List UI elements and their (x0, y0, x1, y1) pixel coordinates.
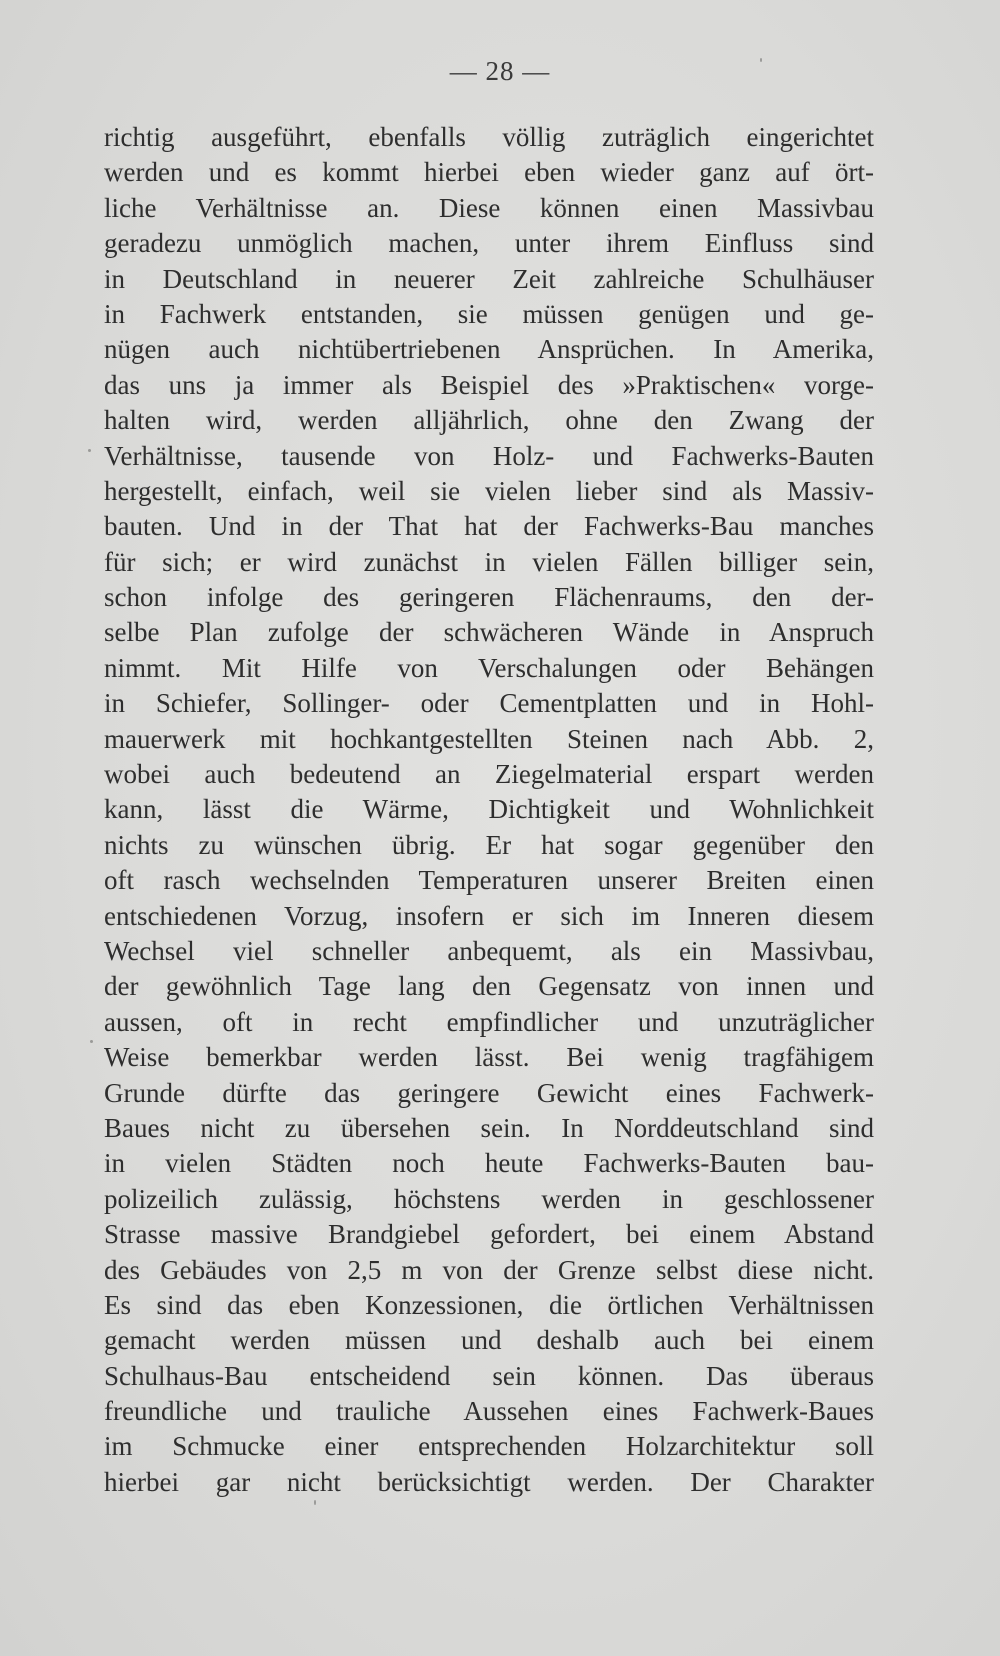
text-line: hergestellt, einfach, weil sie vielen lieber sind als Massiv- (104, 475, 874, 506)
text-line: des Gebäudes von 2,5 m von der Grenze selbst diese nicht. (104, 1254, 874, 1285)
text-line: in Deutschland in neuerer Zeit zahlreiche Schulhäuser (104, 263, 874, 294)
text-line: polizeilich zulässig, höchstens werden in geschlossener (104, 1183, 874, 1214)
text-line: im Schmucke einer entsprechenden Holzarchitektur soll (104, 1431, 874, 1462)
paper-speck (760, 58, 762, 62)
text-line: Es sind das eben Konzessionen, die örtlichen Verhältnissen (104, 1289, 874, 1320)
text-line: Wechsel viel schneller anbequemt, als ein Massivbau, (104, 935, 874, 966)
paper-speck (88, 449, 91, 452)
text-line: selbe Plan zufolge der schwächeren Wände in Anspruch (104, 617, 874, 648)
text-line: entschiedenen Vorzug, insofern er sich im Inneren diesem (104, 900, 874, 931)
text-line: bauten. Und in der That hat der Fachwerks-Bau manches (104, 511, 874, 542)
text-line: werden und es kommt hierbei eben wieder ganz auf ört- (104, 157, 874, 188)
text-line: Verhältnisse, tausende von Holz- und Fachwerks-Bauten (104, 440, 874, 471)
text-line: geradezu unmöglich machen, unter ihrem Einfluss sind (104, 228, 874, 259)
text-line: nügen auch nichtübertriebenen Ansprüchen. In Amerika, (104, 334, 874, 365)
text-line: in Schiefer, Sollinger- oder Cementplatten und in Hohl- (104, 688, 874, 719)
text-line: hierbei gar nicht berücksichtigt werden. Der Charakter (104, 1466, 874, 1497)
text-line: Strasse massive Brandgiebel gefordert, bei einem Abstand (104, 1219, 874, 1250)
text-line: oft rasch wechselnden Temperaturen unserer Breiten einen (104, 865, 874, 896)
text-line: nimmt. Mit Hilfe von Verschalungen oder Behängen (104, 652, 874, 683)
text-line: für sich; er wird zunächst in vielen Fällen billiger sein, (104, 546, 874, 577)
text-line: nichts zu wünschen übrig. Er hat sogar gegenüber den (104, 829, 874, 860)
text-line: mauerwerk mit hochkantgestellten Steinen nach Abb. 2, (104, 723, 874, 754)
text-line: freundliche und trauliche Aussehen eines Fachwerk-Baues (104, 1396, 874, 1427)
text-line: Schulhaus-Bau entscheidend sein können. Das überaus (104, 1360, 874, 1391)
text-line: in vielen Städten noch heute Fachwerks-Bauten bau- (104, 1148, 874, 1179)
text-line: richtig ausgeführt, ebenfalls völlig zuträglich eingerichtet (104, 122, 874, 152)
text-line: Weise bemerkbar werden lässt. Bei wenig tragfähigem (104, 1042, 874, 1073)
paper-speck (314, 1500, 316, 1505)
text-line: in Fachwerk entstanden, sie müssen genügen und ge- (104, 298, 874, 329)
text-line: Baues nicht zu übersehen sein. In Norddeutschland sind (104, 1112, 874, 1143)
paper-speck (90, 1040, 93, 1043)
text-line: wobei auch bedeutend an Ziegelmaterial erspart werden (104, 759, 874, 790)
text-line: das uns ja immer als Beispiel des »Praktischen« vorge- (104, 369, 874, 400)
text-line: der gewöhnlich Tage lang den Gegensatz von innen und (104, 971, 874, 1002)
text-line: aussen, oft in recht empfindlicher und unzuträglicher (104, 1006, 874, 1037)
text-line: gemacht werden müssen und deshalb auch bei einem (104, 1325, 874, 1356)
text-line: Grunde dürfte das geringere Gewicht eines Fachwerk- (104, 1077, 874, 1108)
text-line: liche Verhältnisse an. Diese können einen Massivbau (104, 192, 874, 223)
text-line: kann, lässt die Wärme, Dichtigkeit und Wohnlichkeit (104, 794, 874, 825)
body-text (104, 120, 874, 1500)
text-line: schon infolge des geringeren Flächenraums, den der- (104, 582, 874, 613)
page-number: — 28 — (449, 56, 551, 86)
text-line: halten wird, werden alljährlich, ohne den Zwang der (104, 405, 874, 436)
